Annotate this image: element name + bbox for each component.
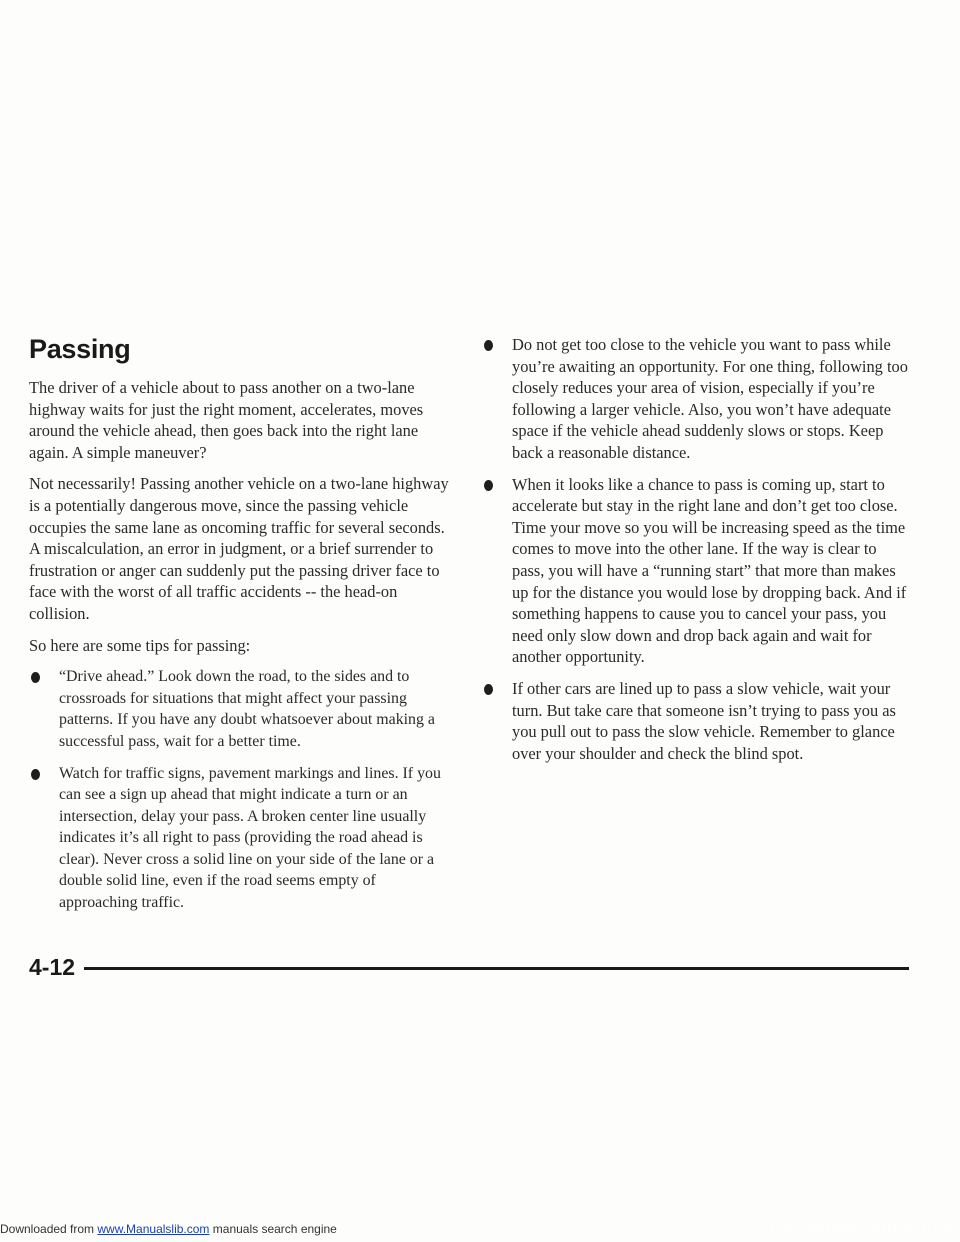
tips-list-right <box>482 334 912 764</box>
page-number: 4-12 <box>29 954 76 980</box>
intro-paragraph: Not necessarily! Passing another vehicle on a two-lane highway is a potentially dangerous move, since the passing vehicle occupies the same lane as oncoming traffic for several seconds. A miscalculation, an error in judgment, or a brief surrender to frustration or anger can suddenly put the passing driver face to face with the worst of all traffic accidents -- the head-on collision. <box>29 474 449 623</box>
tip-item <box>29 666 455 752</box>
tip-text: If other cars are lined up to pass a slow vehicle, wait your turn. But take care that someone isn’t trying to pass you as you pull out to pass the slow vehicle. Remember to glance over your shoulder and check the blind spot. <box>512 678 896 763</box>
download-note-prefix: Downloaded from <box>0 1222 98 1236</box>
manualslib-link[interactable]: www.Manualslib.com <box>97 1222 210 1236</box>
tips-list-left <box>29 666 455 914</box>
tip-text: When it looks like a chance to pass is coming up, start to accelerate but stay in the right lane and don’t get too close. Time your move so you will be increasing speed as the time comes to move into the other lane. If the way is clear to pass, you will have a “running start” that more than makes up for the distance you would lose by dropping back. And if something happens to cause you to cancel your pass, you need only slow down and drop back again and wait for another opportunity. <box>512 474 907 667</box>
tip-text: Watch for traffic signs, pavement markings and lines. If you can see a sign up ahead that might indicate a turn or an intersection, delay your pass. A broken center line usually indicates it’s all right to pass (providing the road ahead is clear). Never cross a solid line on your side of the lane or a double solid line, even if the road seems empty of approaching traffic. <box>59 764 441 912</box>
download-note-suffix: manuals search engine <box>209 1222 337 1236</box>
left-column <box>29 334 455 924</box>
tip-item <box>482 678 912 764</box>
tips-lead-in: So here are some tips for passing: <box>29 635 251 655</box>
intro-paragraph: The driver of a vehicle about to pass another on a two-lane highway waits for just the right moment, accelerates, moves around the vehicle ahead, then goes back into the right lane again. A simple maneuver? <box>29 378 424 462</box>
watermark: carmanualsonline.info <box>769 1216 954 1235</box>
right-column <box>482 334 912 774</box>
tip-text: Do not get too close to the vehicle you want to pass while you’re awaiting an opportunity. For one thing, following too closely reduces your area of vision, especially if you’re following a larger vehicle. Also, you won’t have adequate space if the vehicle ahead suddenly slows or stops. Keep back a reasonable distance. <box>512 335 908 462</box>
footer-rule <box>84 967 909 970</box>
bullet-icon <box>484 684 493 695</box>
bullet-icon <box>31 672 40 683</box>
bullet-icon <box>31 769 40 780</box>
tip-text: “Drive ahead.” Look down the road, to the sides and to crossroads for situations that might affect your passing patterns. If you have any doubt whatsoever about making a successful pass, wait for a better time. <box>59 668 435 750</box>
section-title: Passing <box>29 334 131 364</box>
download-note <box>0 1222 337 1236</box>
tip-item <box>29 763 455 914</box>
bullet-icon <box>484 340 493 351</box>
tip-item <box>482 474 912 668</box>
tip-item <box>482 334 912 464</box>
page-footer <box>29 952 909 982</box>
bullet-icon <box>484 480 493 491</box>
